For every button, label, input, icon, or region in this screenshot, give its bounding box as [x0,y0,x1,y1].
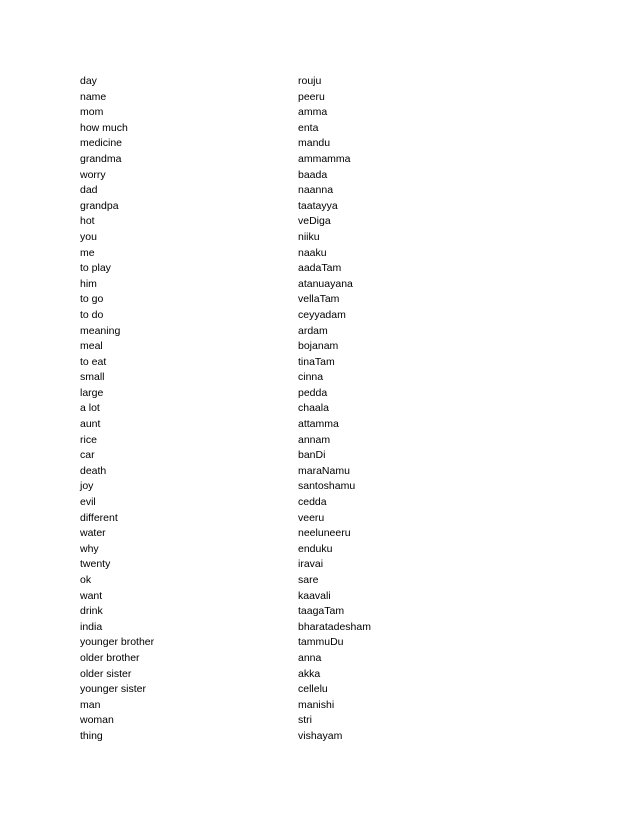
telugu-word: taatayya [298,199,338,212]
english-word: rice [80,433,97,446]
english-word: ok [80,574,92,586]
english-word: dad [80,184,98,197]
english-word: thing [80,729,103,742]
english-word: meal [80,340,103,353]
telugu-word: annam [298,433,331,446]
telugu-word: amma [298,106,328,119]
english-word: car [80,449,95,462]
telugu-word: chaala [298,402,329,415]
telugu-word: rouju [298,75,322,87]
english-word: man [80,698,101,711]
english-word: to do [80,308,104,321]
telugu-word: akka [298,667,321,680]
telugu-word: iravai [298,558,324,571]
telugu-word-column [298,74,498,745]
telugu-word: neeluneeru [298,527,351,540]
telugu-word: atanuayana [298,277,353,290]
telugu-word: naanna [298,184,334,197]
english-word: to eat [80,355,107,368]
english-word: how much [80,121,128,134]
telugu-word: vishayam [298,729,343,742]
english-word: a lot [80,402,100,415]
telugu-word: tinaTam [298,355,335,368]
english-word: day [80,75,97,87]
english-word: woman [80,714,114,727]
telugu-word: cellelu [298,683,328,696]
telugu-word: enduku [298,542,333,555]
telugu-word: niiku [298,230,320,243]
english-word: different [80,511,118,524]
telugu-word: banDi [298,449,326,462]
english-word: drink [80,605,103,618]
english-word: older brother [80,651,140,664]
telugu-word: cinna [298,371,324,384]
telugu-word: vellaTam [298,293,340,306]
telugu-word: veeru [298,511,325,524]
telugu-word: bharatadesham [298,620,371,633]
telugu-word: santoshamu [298,480,356,493]
english-word: twenty [80,558,111,571]
telugu-word: ammamma [298,152,351,165]
english-word: you [80,230,97,243]
telugu-word: mandu [298,137,331,150]
english-word: meaning [80,324,121,337]
telugu-word: ardam [298,324,328,337]
english-word: to go [80,293,104,306]
telugu-word: kaavali [298,589,331,602]
english-word: why [80,542,99,555]
telugu-word: naaku [298,246,327,259]
english-word: older sister [80,667,132,680]
english-word: want [80,589,103,602]
telugu-word: veDiga [298,215,331,228]
english-word: worry [80,168,106,181]
english-word: death [80,464,107,477]
english-word: aunt [80,418,101,431]
english-word-column [80,74,270,745]
telugu-word: bojanam [298,340,339,353]
english-word: hot [80,215,95,228]
english-word: grandma [80,152,122,165]
english-word: medicine [80,137,123,150]
telugu-word: stri [298,714,312,727]
telugu-word: cedda [298,496,327,509]
english-word: me [80,246,95,259]
english-word: joy [80,480,94,493]
english-word: mom [80,106,104,119]
telugu-word: sare [298,574,319,586]
telugu-word: anna [298,651,322,664]
english-word: small [80,371,105,384]
telugu-word: baada [298,168,328,181]
english-word: him [80,277,97,290]
english-word: india [80,620,103,633]
telugu-word: tammuDu [298,636,344,649]
telugu-word: peeru [298,90,325,103]
english-word: water [80,527,106,540]
telugu-word: taagaTam [298,605,345,618]
english-word: to play [80,262,111,275]
telugu-word: attamma [298,418,339,431]
telugu-word: aadaTam [298,262,342,275]
english-word: younger sister [80,683,146,696]
telugu-word: pedda [298,386,328,399]
english-word: grandpa [80,199,119,212]
telugu-word: enta [298,121,319,134]
english-word: name [80,90,107,103]
english-word: large [80,386,104,399]
telugu-word: ceyyadam [298,308,346,321]
english-word: younger brother [80,636,155,649]
english-word: evil [80,496,96,509]
telugu-word: maraNamu [298,464,350,477]
telugu-word: manishi [298,698,335,711]
